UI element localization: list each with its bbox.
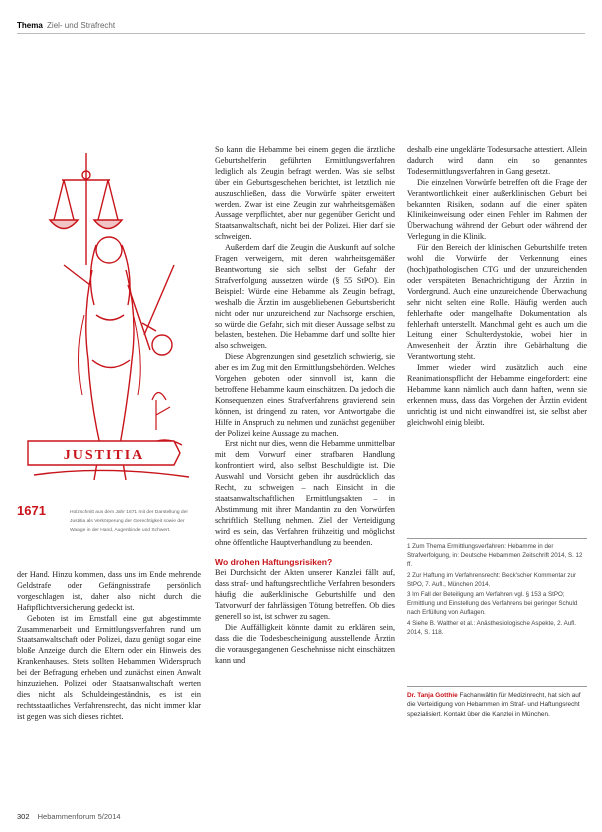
figure-year: 1671 bbox=[17, 503, 46, 518]
paragraph: Immer wieder wird zusätzlich auch eine Reanimationspflicht der Hebamme eingefordert: eine Hebamme kann nämlich auch dann haften, wenn sie erkennen muss, dass das Vorgehen der Ärztin evident unrichtig ist und nicht einwandfrei ist, sie selbst aber gleichwohl einig bleibt. bbox=[407, 363, 587, 427]
figure-caption: Holzschnitt aus dem Jahr 1671 mit der Darstellung der Justitia als Verkörperung der Gerechtigkeit sowie der Waage in der Hand, Augenbinde und Schwert. bbox=[70, 510, 188, 533]
page-footer bbox=[17, 812, 121, 821]
footnote: 2 Zur Haftung im Verfahrensrecht: Beck'scher Kommentar zur StPO, 7. Aufl., München 2014. bbox=[407, 571, 576, 588]
paragraph: Die Auffälligkeit könnte damit zu erklären sein, dass die die Todesbescheinigung ausstellende Ärztin die vorausgegangenen Geschehnisse nicht einschätzen kann und bbox=[215, 622, 395, 665]
paragraph: Bei Durchsicht der Akten unserer Kanzlei fällt auf, dass straf- und haftungsrechtliche Verfahren besonders häufig die außerklinische Geburtshilfe und den Tatvorwurf der fahrlässigen Tötung betreffen. Ob dies generell so ist, ist schwer zu sagen. bbox=[215, 568, 395, 622]
footnote: 1 Zum Thema Ermittlungsverfahren: Hebamme in der Strafverfolgung, in: Deutsche Hebammen Zeitschrift 2014, S. 12 ff. bbox=[407, 543, 583, 569]
author-box bbox=[407, 686, 587, 719]
footnote: 4 Siehe B. Walther et al.: Anästhesiologische Aspekte, 2. Aufl. 2014, S. 118. bbox=[407, 619, 576, 636]
paragraph: Die einzelnen Vorwürfe betreffen oft die Frage der Verantwortlichkeit einer außerklinischen Geburt bei bekannten Risiken, sodann auf die einer späten Klinikeinweisung oder einen Fehler im Rahmen der Überwachung während der Geburt oder während der Verlegung in die Klinik. bbox=[407, 177, 587, 242]
paragraph: der Hand. Hinzu kommen, dass uns im Ende mehrende Geldstrafe oder Gefängnisstrafe persönlich vorgeschlagen ist, daher also nicht durch die Haftpflichtversicherung gedeckt ist. bbox=[17, 570, 201, 612]
justitia-woodcut bbox=[24, 145, 192, 495]
page-number: 302 bbox=[17, 812, 30, 821]
column-3 bbox=[407, 145, 587, 429]
header-rule bbox=[17, 33, 585, 34]
column-1 bbox=[17, 570, 201, 723]
author-name: Dr. Tanja Gotthie bbox=[407, 692, 458, 699]
section-category: Ziel- und Strafrecht bbox=[47, 21, 116, 30]
paragraph: So kann die Hebamme bei einem gegen die ärztliche Geburtshelferin geführten Ermittlungsverfahren lediglich als Zeugin befragt werden. Was sie selbst über ein Geburtsgeschehen berichtet, ist letztlich nie auszuschließen, dass die Vorwürfe später erweitert werden. Zwar ist eine Zeugin zur wahrheitsgemäßen Aussage verpflichtet, aber nur gegenüber Gericht und Staatsanwaltschaft, nicht bei der Polizei. Hier darf sie schweigen. bbox=[215, 145, 395, 242]
paragraph: Diese Abgrenzungen sind gesetzlich schwierig, sie aber es im Zug mit den Ermittlungsbehörden. Welches Vorgehen geboten oder sinnvoll ist, kann die betroffene Hebamme kaum einschätzen. Da jedoch die Konsequenzen eines Strafverfahrens gravierend sein können, ist dringend zu raten, vor Antwortgabe die Hilfe in Anspruch zu nehmen und zunächst gegenüber der Polizei keine Aussage zu machen. bbox=[215, 352, 395, 438]
paragraph: Geboten ist im Ernstfall eine gut abgestimmte Zusammenarbeit und Ermittlungsverfahren rund um Staatsanwaltschaft oder Polizei, dazu genügt sogar eine bloße Anzeige durch die Eltern oder ein Hinweis des Krankenhauses. Stets sollten Hebammen Widerspruch bei der Befragung erheben und zunächst einen Anwalt hinzuziehen. Polizei oder Staatsanwaltschaft werten dies nicht als Schuldeingeständnis, es ist ein rechtsstaatliches Verfahrensrecht, das nicht immer klar ist gegen was sich dieses richtet. bbox=[17, 613, 201, 721]
column-2 bbox=[215, 145, 395, 667]
justitia-banner: JUSTITIA bbox=[63, 448, 145, 463]
author-bio: Fachanwältin für Medizinrecht, hat sich auf die Verteidigung von Hebammen im Straf- und Haftungsrecht spezialisiert. Kontakt über die Kanzlei in München. bbox=[407, 692, 581, 718]
page-header bbox=[17, 21, 115, 30]
section-label: Thema bbox=[17, 21, 43, 30]
paragraph: Erst nicht nur dies, wenn die Hebamme unmittelbar mit dem Vorwurf einer strafbaren Handlung konfrontiert wird, also selbst Beschuldigte ist. Die Auswahl und Vorsicht geben ihr ausdrücklich das Recht, zu schweigen – nach Einsicht in die staatsanwaltschaftlichen Ermittlungsakten – in Abstimmung mit ihrer Mandantin zu den Vorwürfen schriftlich Stellung nehmen. Ziel der Verteidigung wird es sein, das Verfahren frühzeitig und möglichst ohne öffentliche Hauptverhandlung zu beenden. bbox=[215, 439, 395, 547]
journal-name: Hebammenforum 5/2014 bbox=[37, 812, 121, 821]
paragraph: Außerdem darf die Zeugin die Auskunft auf solche Fragen verweigern, mit deren wahrheitsgemäßer Beantwortung sie sich selbst der Gefahr der Strafverfolgung aussetzen würde (§ 55 StPO). Ein Beispiel: Würde eine Hebamme als Zeugin befragt, weshalb die Ärztin im ausgebliebenen Geburtsbericht nicht oder nur unzureichend zur Nachsorge erschien, so würde die Gefahr, sich mit dieser Aussage selbst zu belasten, bestehen. Die Hebamme darf und sollte hier also schweigen. bbox=[215, 243, 395, 351]
paragraph: deshalb eine ungeklärte Todesursache attestiert. Allein dadurch wird dann ein so genanntes Todesermittlungsverfahren in Gang gesetzt. bbox=[407, 145, 587, 176]
footnote: 3 Im Fall der Beteiligung am Verfahren vgl. § 153 a StPO; Ermittlung und Einstellung des Verfahrens bei geringer Schuld nach Erfüllung von Auflagen. bbox=[407, 591, 578, 617]
footnotes bbox=[407, 538, 587, 638]
paragraph: Für den Bereich der klinischen Geburtshilfe treten wohl die Vorwürfe der Verkennung eines (hoch)pathologischen CTG und der unzureichenden oder verspäteten Benachrichtigung der Ärztin in Vordergrund. Auch eine unzureichende Überwachung sehr nicht selten eine Rolle. Häufig werden auch fehlerhafte oder mangelhafte Dokumentation als fehlerhaft unterstellt. Manchmal geht es auch um die Leitung einer Schulterdystokie, wobei hier in Anwesenheit der Ärztin ihre Gebärhaltung die Verantwortung steht. bbox=[407, 243, 587, 362]
subheading: Wo drohen Haftungsrisiken? bbox=[215, 556, 333, 567]
